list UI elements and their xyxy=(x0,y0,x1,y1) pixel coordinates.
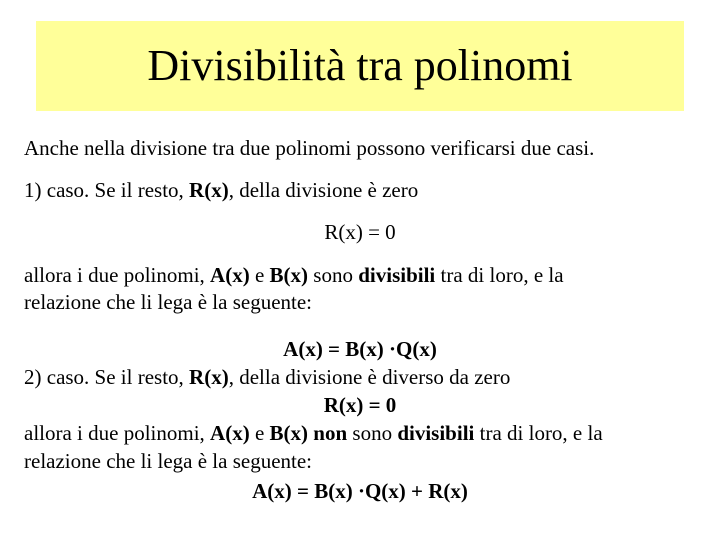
case2-formula xyxy=(0,479,720,504)
case2-remainder: R(x) xyxy=(189,365,229,389)
case1-conclusion-and: e xyxy=(249,263,270,287)
case2-relation-text: relazione che li lega è la seguente: xyxy=(24,449,313,473)
case2-conclusion-rest: tra di loro, e la xyxy=(474,421,603,445)
case1-formula-text: A(x) = B(x) ·Q(x) xyxy=(283,337,437,361)
case1-equation xyxy=(0,220,720,245)
case1-relation-line xyxy=(24,290,312,315)
case1-conclusion-part1: allora i due polinomi, xyxy=(24,263,211,287)
case1-conclusion xyxy=(24,263,564,288)
case2-polynomial-a: A(x) xyxy=(210,421,250,445)
case1-equation-text: R(x) = 0 xyxy=(324,220,396,244)
case1-polynomial-a: A(x) xyxy=(210,263,250,287)
case2-suffix: , della divisione è diverso da zero xyxy=(228,365,511,389)
case2-line xyxy=(24,365,510,390)
case1-conclusion-are: sono xyxy=(308,263,359,287)
title-banner xyxy=(36,21,684,111)
case1-divisible: divisibili xyxy=(358,263,436,287)
case1-conclusion-rest: tra di loro, e la xyxy=(435,263,564,287)
case2-prefix: 2) caso. Se il resto, xyxy=(24,365,190,389)
case2-divisible: divisibili xyxy=(397,421,475,445)
case1-suffix: , della divisione è zero xyxy=(228,178,419,202)
case2-conclusion-are: sono xyxy=(347,421,398,445)
intro-line xyxy=(24,136,594,161)
case2-polynomial-b: B(x) xyxy=(269,421,309,445)
case2-not: non xyxy=(308,421,348,445)
case1-formula xyxy=(0,337,720,362)
case1-remainder: R(x) xyxy=(189,178,229,202)
case2-equation xyxy=(0,393,720,418)
intro-text: Anche nella divisione tra due polinomi possono verificarsi due casi. xyxy=(24,136,595,160)
case2-conclusion-part1: allora i due polinomi, xyxy=(24,421,211,445)
case2-conclusion-and: e xyxy=(249,421,270,445)
page-title: Divisibilità tra polinomi xyxy=(147,41,573,90)
case1-relation-text: relazione che li lega è la seguente: xyxy=(24,290,313,314)
case1-polynomial-b: B(x) xyxy=(269,263,309,287)
case2-conclusion xyxy=(24,421,603,446)
case2-formula-text: A(x) = B(x) ·Q(x) + R(x) xyxy=(252,479,468,503)
case2-equation-text: R(x) = 0 xyxy=(323,393,397,417)
case1-prefix: 1) caso. Se il resto, xyxy=(24,178,190,202)
case2-relation-line xyxy=(24,449,312,474)
case1-line xyxy=(24,178,418,203)
